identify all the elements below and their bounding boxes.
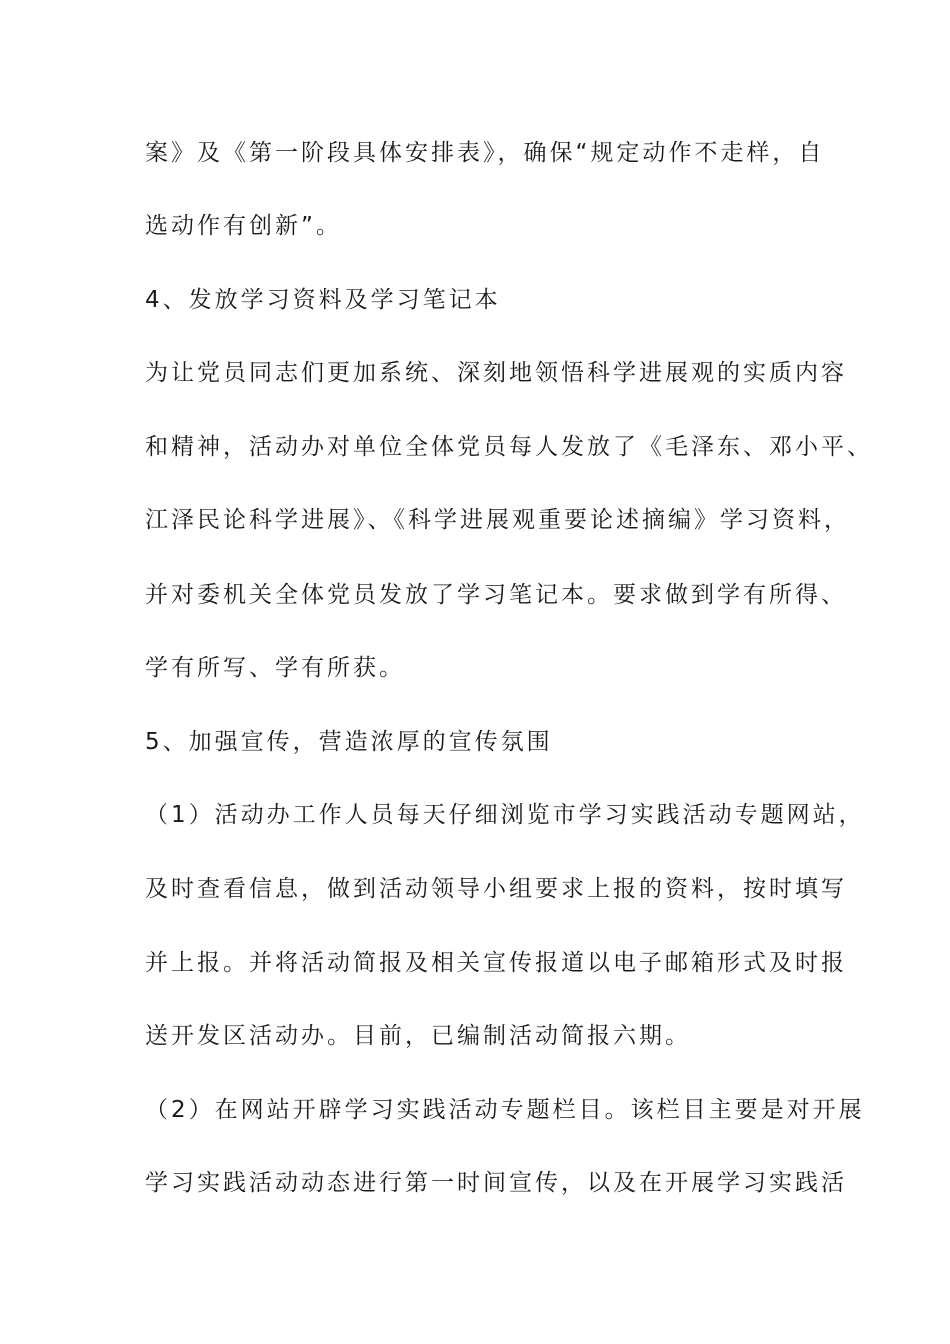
paragraph-line: 学有所写、学有所获。 bbox=[145, 655, 405, 681]
paragraph-line: 并对委机关全体党员发放了学习笔记本。要求做到学有所得、 bbox=[145, 582, 847, 608]
paragraph-line: 及时查看信息，做到活动领导小组要求上报的资料，按时填写 bbox=[145, 876, 847, 902]
paragraph-line: （2）在网站开辟学习实践活动专题栏目。该栏目主要是对开展 bbox=[145, 1097, 865, 1123]
paragraph-line: 江泽民论科学进展》、《科学进展观重要论述摘编》学习资料， bbox=[145, 507, 850, 533]
paragraph-line: 选动作有创新”。 bbox=[145, 213, 342, 239]
paragraph-line: 和精神，活动办对单位全体党员每人发放了《毛泽东、邓小平、 bbox=[145, 434, 873, 460]
paragraph-line: （1）活动办工作人员每天仔细浏览市学习实践活动专题网站， bbox=[145, 802, 865, 828]
paragraph-line: 案》及《第一阶段具体安排表》，确保“规定动作不走样，自 bbox=[145, 140, 825, 166]
section-heading: 5、加强宣传，营造浓厚的宣传氛围 bbox=[145, 729, 553, 755]
paragraph-line: 为让党员同志们更加系统、深刻地领悟科学进展观的实质内容 bbox=[145, 360, 847, 386]
paragraph-line: 送开发区活动办。目前，已编制活动简报六期。 bbox=[145, 1023, 691, 1049]
section-heading: 4、发放学习资料及学习笔记本 bbox=[145, 287, 501, 313]
paragraph-line: 并上报。并将活动简报及相关宣传报道以电子邮箱形式及时报 bbox=[145, 950, 847, 976]
paragraph-line: 学习实践活动动态进行第一时间宣传，以及在开展学习实践活 bbox=[145, 1170, 847, 1196]
